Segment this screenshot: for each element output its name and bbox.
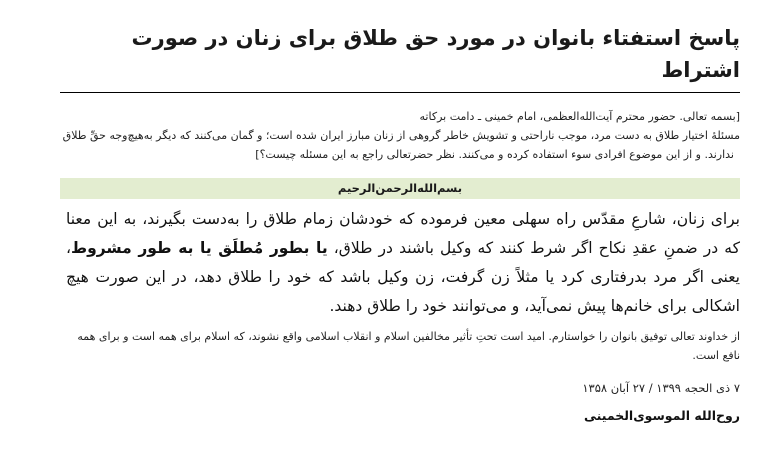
question-line-2: مسئلهٔ اختیار طلاق به دست مرد، موجب ناراحتی و تشویش خاطر گروهی از زنان مبارز ایران شده است؛ و گمان می‌کنند که دیگر به‌هیچ‌وجه حقِّ طلاق <box>62 129 740 142</box>
answer-paragraph <box>60 205 740 321</box>
question-line-1: [بسمه تعالی. حضور محترم آیت‌الله‌العظمی، امام خمینی ـ دامت برکاته <box>419 110 740 123</box>
answer-text-part-2: ، یعنی اگر مرد بدرفتاری کرد یا مثلاً زن گرفت، زن وکیل باشد که خود را طلاق دهد، در این صورت هیچ اشکالی برای خانم‌ها پیش نمی‌آید، و می‌توانند خود را طلاق دهند. <box>66 239 740 315</box>
answer-emphasis: یا بطور مُطلَق یا به طور مشروط <box>71 239 328 257</box>
question-block <box>60 107 740 164</box>
document-page <box>60 22 740 425</box>
signature: روح‌الله الموسوی‌الخمینی <box>584 408 740 423</box>
closing-prayer: از خداوند تعالی توفیق بانوان را خواستارم. امید است تحتِ تأثیر مخالفین اسلام و انقلاب اسلامی واقع نشوند، که اسلام برای همه است و برای همه نافع است. <box>77 330 740 362</box>
answer-text-part-1: برای زنان، شارعِ مقدّس راه سهلی معین فرموده که خودشان زمام طلاق را به‌دست بگیرند، به این معنا که در ضمنِ عقدِ نکاح اگر شرط کنند که وکیل باشند در طلاق، <box>66 210 740 257</box>
question-line-3: ندارند. و از این موضوع افرادی سوء استفاده کرده و می‌کنند. نظر حضرتعالی راجع به این مسئله چیست؟] <box>255 148 734 161</box>
page-title: پاسخ استفتاء بانوان در مورد حق طلاق برای زنان در صورت اشتراط <box>60 22 740 93</box>
basmala-heading: بسم‌الله‌الرحمن‌الرحیم <box>60 178 740 199</box>
document-date: ۷ ذی الحجه ۱۳۹۹ / ۲۷ آبان ۱۳۵۸ <box>582 381 740 395</box>
